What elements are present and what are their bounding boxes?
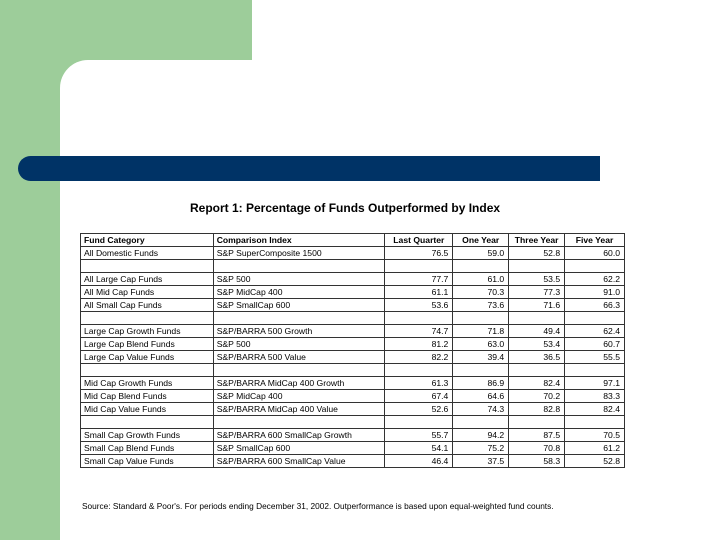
- three-year-cell: 87.5: [509, 429, 565, 442]
- five-year-cell: 83.3: [565, 390, 625, 403]
- five-year-cell: 62.2: [565, 273, 625, 286]
- three-year-cell: 77.3: [509, 286, 565, 299]
- fund-category-cell: Mid Cap Growth Funds: [81, 377, 214, 390]
- three-year-cell: 70.8: [509, 442, 565, 455]
- last-quarter-cell: 46.4: [385, 455, 453, 468]
- header-five-year: Five Year: [565, 234, 625, 247]
- table-spacer-row: [81, 416, 625, 429]
- comparison-index-cell: S&P SmallCap 600: [213, 299, 385, 312]
- report-table: [80, 233, 625, 468]
- comparison-index-cell: S&P/BARRA 600 SmallCap Value: [213, 455, 385, 468]
- spacer-cell: [385, 364, 453, 377]
- five-year-cell: 82.4: [565, 403, 625, 416]
- report-title: Report 1: Percentage of Funds Outperformed by Index: [190, 201, 501, 215]
- comparison-index-cell: S&P MidCap 400: [213, 286, 385, 299]
- comparison-index-cell: S&P/BARRA 500 Growth: [213, 325, 385, 338]
- spacer-cell: [81, 260, 214, 273]
- last-quarter-cell: 82.2: [385, 351, 453, 364]
- one-year-cell: 75.2: [453, 442, 509, 455]
- fund-category-cell: All Domestic Funds: [81, 247, 214, 260]
- three-year-cell: 36.5: [509, 351, 565, 364]
- fund-category-cell: Large Cap Value Funds: [81, 351, 214, 364]
- header-comparison-index: Comparison Index: [213, 234, 385, 247]
- one-year-cell: 73.6: [453, 299, 509, 312]
- table-row: [81, 351, 625, 364]
- comparison-index-cell: S&P/BARRA 500 Value: [213, 351, 385, 364]
- one-year-cell: 59.0: [453, 247, 509, 260]
- spacer-cell: [385, 312, 453, 325]
- spacer-cell: [565, 416, 625, 429]
- header-fund-category: Fund Category: [81, 234, 214, 247]
- last-quarter-cell: 55.7: [385, 429, 453, 442]
- spacer-cell: [385, 416, 453, 429]
- fund-category-cell: Mid Cap Blend Funds: [81, 390, 214, 403]
- spacer-cell: [385, 260, 453, 273]
- last-quarter-cell: 53.6: [385, 299, 453, 312]
- three-year-cell: 58.3: [509, 455, 565, 468]
- table-row: [81, 299, 625, 312]
- table-spacer-row: [81, 312, 625, 325]
- spacer-cell: [453, 416, 509, 429]
- one-year-cell: 94.2: [453, 429, 509, 442]
- one-year-cell: 86.9: [453, 377, 509, 390]
- one-year-cell: 70.3: [453, 286, 509, 299]
- comparison-index-cell: S&P/BARRA MidCap 400 Growth: [213, 377, 385, 390]
- spacer-cell: [565, 312, 625, 325]
- five-year-cell: 66.3: [565, 299, 625, 312]
- spacer-cell: [453, 364, 509, 377]
- one-year-cell: 37.5: [453, 455, 509, 468]
- fund-category-cell: Mid Cap Value Funds: [81, 403, 214, 416]
- fund-category-cell: Large Cap Blend Funds: [81, 338, 214, 351]
- table-row: [81, 338, 625, 351]
- spacer-cell: [509, 260, 565, 273]
- three-year-cell: 52.8: [509, 247, 565, 260]
- fund-category-cell: All Small Cap Funds: [81, 299, 214, 312]
- comparison-index-cell: S&P MidCap 400: [213, 390, 385, 403]
- spacer-cell: [81, 364, 214, 377]
- fund-category-cell: Small Cap Growth Funds: [81, 429, 214, 442]
- five-year-cell: 91.0: [565, 286, 625, 299]
- three-year-cell: 53.4: [509, 338, 565, 351]
- spacer-cell: [213, 416, 385, 429]
- table-row: [81, 390, 625, 403]
- three-year-cell: 82.4: [509, 377, 565, 390]
- one-year-cell: 61.0: [453, 273, 509, 286]
- three-year-cell: 82.8: [509, 403, 565, 416]
- title-divider-bar: [18, 156, 600, 181]
- comparison-index-cell: S&P 500: [213, 338, 385, 351]
- five-year-cell: 55.5: [565, 351, 625, 364]
- five-year-cell: 97.1: [565, 377, 625, 390]
- spacer-cell: [81, 416, 214, 429]
- header-three-year: Three Year: [509, 234, 565, 247]
- last-quarter-cell: 74.7: [385, 325, 453, 338]
- spacer-cell: [81, 312, 214, 325]
- one-year-cell: 74.3: [453, 403, 509, 416]
- three-year-cell: 71.6: [509, 299, 565, 312]
- last-quarter-cell: 52.6: [385, 403, 453, 416]
- spacer-cell: [453, 260, 509, 273]
- fund-category-cell: Small Cap Blend Funds: [81, 442, 214, 455]
- comparison-index-cell: S&P/BARRA MidCap 400 Value: [213, 403, 385, 416]
- table-row: [81, 455, 625, 468]
- one-year-cell: 71.8: [453, 325, 509, 338]
- header-one-year: One Year: [453, 234, 509, 247]
- five-year-cell: 60.0: [565, 247, 625, 260]
- three-year-cell: 49.4: [509, 325, 565, 338]
- spacer-cell: [565, 364, 625, 377]
- three-year-cell: 53.5: [509, 273, 565, 286]
- five-year-cell: 62.4: [565, 325, 625, 338]
- spacer-cell: [453, 312, 509, 325]
- spacer-cell: [509, 364, 565, 377]
- five-year-cell: 52.8: [565, 455, 625, 468]
- fund-category-cell: All Mid Cap Funds: [81, 286, 214, 299]
- fund-category-cell: Small Cap Value Funds: [81, 455, 214, 468]
- fund-category-cell: All Large Cap Funds: [81, 273, 214, 286]
- last-quarter-cell: 54.1: [385, 442, 453, 455]
- header-last-quarter: Last Quarter: [385, 234, 453, 247]
- last-quarter-cell: 77.7: [385, 273, 453, 286]
- last-quarter-cell: 76.5: [385, 247, 453, 260]
- five-year-cell: 60.7: [565, 338, 625, 351]
- table-row: [81, 403, 625, 416]
- last-quarter-cell: 61.3: [385, 377, 453, 390]
- comparison-index-cell: S&P SuperComposite 1500: [213, 247, 385, 260]
- spacer-cell: [213, 260, 385, 273]
- comparison-index-cell: S&P/BARRA 600 SmallCap Growth: [213, 429, 385, 442]
- last-quarter-cell: 67.4: [385, 390, 453, 403]
- table-header-row: [81, 234, 625, 247]
- one-year-cell: 64.6: [453, 390, 509, 403]
- spacer-cell: [509, 416, 565, 429]
- spacer-cell: [213, 312, 385, 325]
- table-row: [81, 286, 625, 299]
- table-row: [81, 377, 625, 390]
- comparison-index-cell: S&P 500: [213, 273, 385, 286]
- spacer-cell: [565, 260, 625, 273]
- last-quarter-cell: 61.1: [385, 286, 453, 299]
- spacer-cell: [509, 312, 565, 325]
- one-year-cell: 63.0: [453, 338, 509, 351]
- table-row: [81, 325, 625, 338]
- report-table-body: [81, 247, 625, 468]
- three-year-cell: 70.2: [509, 390, 565, 403]
- spacer-cell: [213, 364, 385, 377]
- source-note: Source: Standard & Poor's. For periods ending December 31, 2002. Outperformance is based upon equal-weighted fund counts.: [82, 501, 554, 511]
- table-spacer-row: [81, 364, 625, 377]
- table-row: [81, 442, 625, 455]
- five-year-cell: 61.2: [565, 442, 625, 455]
- last-quarter-cell: 81.2: [385, 338, 453, 351]
- fund-category-cell: Large Cap Growth Funds: [81, 325, 214, 338]
- table-row: [81, 247, 625, 260]
- table-row: [81, 273, 625, 286]
- comparison-index-cell: S&P SmallCap 600: [213, 442, 385, 455]
- table-spacer-row: [81, 260, 625, 273]
- table-row: [81, 429, 625, 442]
- one-year-cell: 39.4: [453, 351, 509, 364]
- five-year-cell: 70.5: [565, 429, 625, 442]
